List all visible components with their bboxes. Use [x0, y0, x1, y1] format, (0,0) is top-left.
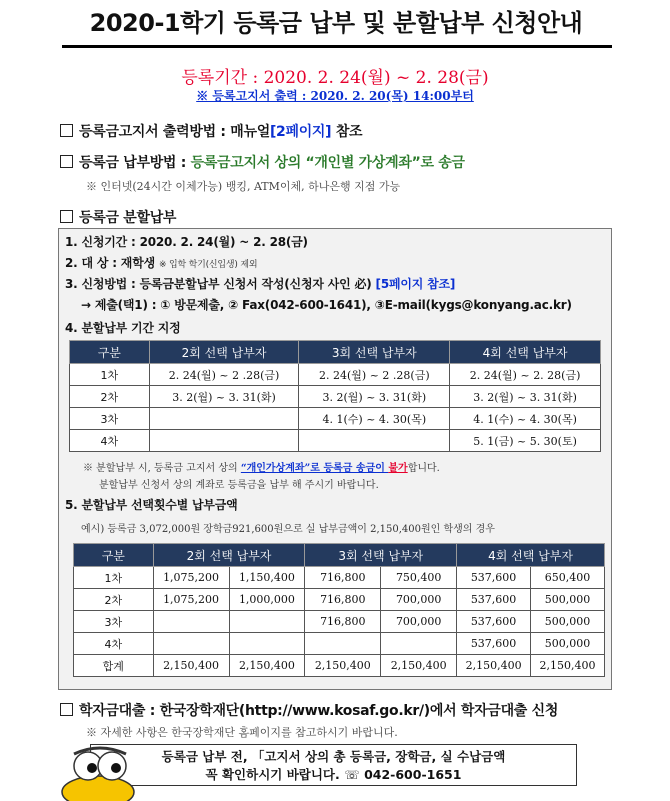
table-cell — [229, 611, 305, 633]
table-cell: 500,000 — [531, 633, 605, 655]
table-cell: 3. 2(월) ~ 3. 31(화) — [149, 386, 299, 408]
submission-options: → 제출(택1) : ① 방문제출, ② Fax(042-600-1641), ③E-mail(kygs@konyang.ac.kr) — [81, 298, 572, 312]
table-cell: 2. 24(월) ~ 2 .28(금) — [149, 364, 299, 386]
row-label: 3차 — [70, 408, 150, 430]
table-cell: 700,000 — [381, 611, 457, 633]
section-invoice-print: 등록금고지서 출력방법 : 매뉴얼[2페이지] 참조 — [60, 121, 362, 141]
table-cell: 537,600 — [457, 589, 531, 611]
table-cell: 2,150,400 — [457, 655, 531, 677]
amount-example: 예시) 등록금 3,072,000원 장학금921,600원으로 실 납부금액이 2,150,400원인 학생의 경우 — [81, 524, 495, 535]
installment-schedule-table — [69, 340, 601, 452]
table-cell: 4. 1(수) ~ 4. 30(목) — [299, 408, 450, 430]
mascot-icon — [60, 744, 170, 801]
page-title: 2020-1학기 등록금 납부 및 분할납부 신청안내 — [89, 9, 583, 37]
amount-heading: 5. 분할납부 선택횟수별 납부금액 — [65, 498, 238, 512]
table-cell — [149, 430, 299, 452]
table-cell: 5. 1(금) ~ 5. 30(토) — [450, 430, 601, 452]
form-page-link[interactable]: [5페이지 참조] — [375, 277, 456, 291]
section-installment: 등록금 분할납부 — [60, 207, 176, 227]
table-cell — [305, 633, 381, 655]
table-row — [74, 567, 605, 589]
table-row — [74, 589, 605, 611]
table-cell: 500,000 — [531, 611, 605, 633]
table-header: 3회 선택 납부자 — [305, 544, 457, 567]
table-cell: 3. 2(월) ~ 3. 31(화) — [299, 386, 450, 408]
table-cell — [153, 611, 229, 633]
table-row — [70, 430, 601, 452]
table-cell — [229, 633, 305, 655]
table-header: 구분 — [70, 341, 150, 364]
table-cell: 2,150,400 — [381, 655, 457, 677]
row-label: 3차 — [74, 611, 154, 633]
table-cell: 2,150,400 — [305, 655, 381, 677]
table-cell: 716,800 — [305, 589, 381, 611]
apply-method: 3. 신청방법 : 등록금분할납부 신청서 작성(신청자 사인 必) [5페이지 참조] — [65, 277, 456, 291]
table-cell — [299, 430, 450, 452]
manual-page-link[interactable]: [2페이지] — [269, 124, 332, 140]
table-header: 2회 선택 납부자 — [153, 544, 305, 567]
invoice-print-notice: ※ 등록고지서 출력 : 2020. 2. 20(목) 14:00부터 — [196, 89, 474, 103]
table-cell — [153, 633, 229, 655]
table-cell: 2,150,400 — [229, 655, 305, 677]
row-label: 4차 — [74, 633, 154, 655]
table-cell: 2. 24(월) ~ 2. 28(금) — [450, 364, 601, 386]
installment-panel — [58, 228, 612, 690]
checkbox-icon — [60, 210, 73, 223]
section-student-loan: 학자금대출 : 한국장학재단(http://www.kosaf.go.kr/)에서 학자금대출 신청 — [60, 700, 558, 720]
table-row — [70, 386, 601, 408]
table-row — [74, 633, 605, 655]
table-header: 구분 — [74, 544, 154, 567]
table-row — [74, 655, 605, 677]
table-cell: 750,400 — [381, 567, 457, 589]
row-label: 1차 — [70, 364, 150, 386]
student-loan-note: ※ 자세한 사항은 한국장학재단 홈페이지를 참고하시기 바랍니다. — [86, 726, 398, 739]
table-cell: 1,150,400 — [229, 567, 305, 589]
row-label: 합계 — [74, 655, 154, 677]
table-header: 3회 선택 납부자 — [299, 341, 450, 364]
table-cell: 3. 2(월) ~ 3. 31(화) — [450, 386, 601, 408]
table-cell: 1,075,200 — [153, 589, 229, 611]
table-cell: 650,400 — [531, 567, 605, 589]
eligibility: 2. 대 상 : 재학생 ※ 입학 학기(신입생) 제외 — [65, 256, 258, 270]
table-cell — [149, 408, 299, 430]
table-cell: 700,000 — [381, 589, 457, 611]
table-row — [70, 364, 601, 386]
table-header: 4회 선택 납부자 — [450, 341, 601, 364]
installment-amount-table — [73, 543, 605, 677]
installment-schedule-heading: 4. 분할납부 기간 지정 — [65, 321, 181, 335]
table-cell: 2,150,400 — [531, 655, 605, 677]
table-header: 4회 선택 납부자 — [457, 544, 605, 567]
table-cell: 537,600 — [457, 611, 531, 633]
installment-warning-2: 분할납부 신청서 상의 계좌로 등록금을 납부 해 주시기 바랍니다. — [99, 480, 379, 491]
registration-period: 등록기간 : 2020. 2. 24(월) ~ 2. 28(금) — [181, 68, 489, 88]
row-label: 1차 — [74, 567, 154, 589]
title-divider — [62, 45, 612, 48]
row-label: 4차 — [70, 430, 150, 452]
payment-method-note: ※ 인터넷(24시간 이체가능) 뱅킹, ATM이체, 하나은행 지점 가능 — [86, 180, 401, 193]
table-cell: 2,150,400 — [153, 655, 229, 677]
apply-period: 1. 신청기간 : 2020. 2. 24(월) ~ 2. 28(금) — [65, 235, 308, 249]
table-cell: 716,800 — [305, 567, 381, 589]
checkbox-icon — [60, 155, 73, 168]
table-cell: 1,075,200 — [153, 567, 229, 589]
table-cell: 716,800 — [305, 611, 381, 633]
table-cell: 4. 1(수) ~ 4. 30(목) — [450, 408, 601, 430]
section-payment-method: 등록금 납부방법 : 등록금고지서 상의 “개인별 가상계좌”로 송금 — [60, 152, 465, 172]
checkbox-icon — [60, 124, 73, 137]
table-header: 2회 선택 납부자 — [149, 341, 299, 364]
virtual-account-text: 등록금고지서 상의 “개인별 가상계좌”로 송금 — [190, 155, 465, 171]
callout-line-2: 꼭 확인하시기 바랍니다. ☏ 042-600-1651 — [205, 767, 462, 782]
checkbox-icon — [60, 703, 73, 716]
table-cell: 537,600 — [457, 567, 531, 589]
table-cell: 500,000 — [531, 589, 605, 611]
installment-warning: ※ 분할납부 시, 등록금 고지서 상의 “개인가상계좌”로 등록금 송금이 불가합니다. — [83, 463, 440, 474]
table-cell: 1,000,000 — [229, 589, 305, 611]
row-label: 2차 — [74, 589, 154, 611]
table-row — [74, 611, 605, 633]
table-cell — [381, 633, 457, 655]
row-label: 2차 — [70, 386, 150, 408]
table-row — [70, 408, 601, 430]
callout-line-1: 등록금 납부 전, 「고지서 상의 총 등록금, 장학금, 실 수납금액 — [161, 749, 506, 764]
table-cell: 537,600 — [457, 633, 531, 655]
table-cell: 2. 24(월) ~ 2 .28(금) — [299, 364, 450, 386]
